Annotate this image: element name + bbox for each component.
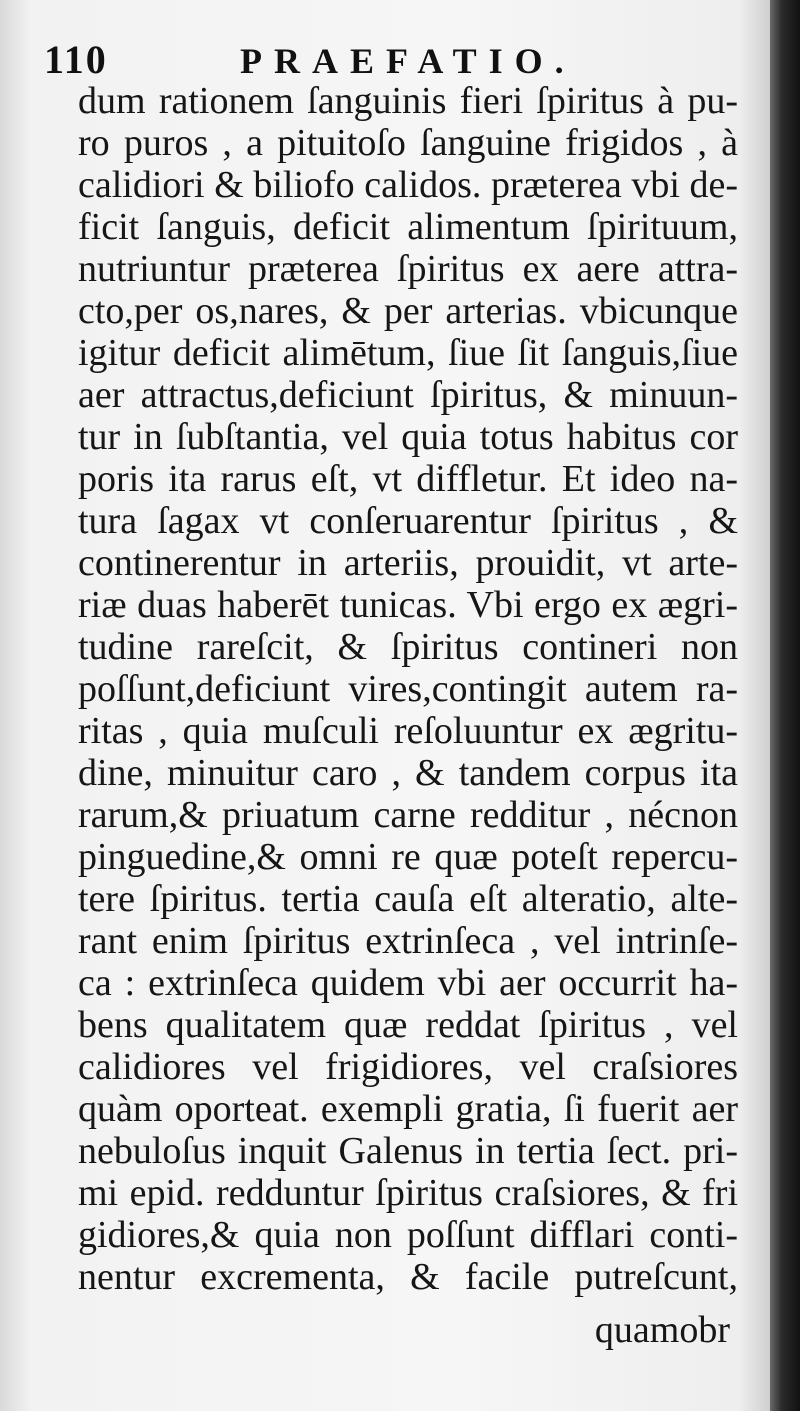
text-line: tur in ſubſtantia, vel quia totus habitus cor <box>78 416 738 458</box>
text-line: dum rationem ſanguinis fieri ſpiritus à pu- <box>78 80 738 122</box>
text-line: tura ſagax vt conſeruarentur ſpiritus , & <box>78 500 738 542</box>
page-edge-shadow <box>770 0 800 1411</box>
text-line: tere ſpiritus. tertia cauſa eſt alteratio, alte- <box>78 878 738 920</box>
text-line: tudine rareſcit, & ſpiritus contineri non <box>78 626 738 668</box>
text-line: bens qualitatem quæ reddat ſpiritus , vel <box>78 1004 738 1046</box>
text-line: gidiores,& quia non poſſunt difflari conti- <box>78 1214 738 1256</box>
text-line: quàm oporteat. exempli gratia, ſi fuerit aer <box>78 1088 738 1130</box>
text-line: aer attractus,deficiunt ſpiritus, & minuun- <box>78 374 738 416</box>
text-line: pinguedine,& omni re quæ poteſt repercu- <box>78 836 738 878</box>
text-line: calidiores vel frigidiores, vel craſsiores <box>78 1046 738 1088</box>
text-line: dine, minuitur caro , & tandem corpus ita <box>78 752 738 794</box>
text-line: calidiori & biliofo calidos. præterea vbi de- <box>78 164 738 206</box>
text-line: ro puros , a pituitoſo ſanguine frigidos , à <box>78 122 738 164</box>
text-line: nutriuntur præterea ſpiritus ex aere attra- <box>78 248 738 290</box>
text-line: continerentur in arteriis, prouidit, vt arte- <box>78 542 738 584</box>
text-line: ritas , quia muſculi reſoluuntur ex ægritu- <box>78 710 738 752</box>
text-line: poris ita rarus eſt, vt diffletur. Et ideo na- <box>78 458 738 500</box>
page-header <box>40 36 740 86</box>
catchword: quamobr <box>594 1309 730 1351</box>
text-line: mi epid. redduntur ſpiritus craſsiores, & fri <box>78 1172 738 1214</box>
text-line: nentur excrementa, & facile putreſcunt, <box>78 1256 738 1298</box>
text-line: igitur deficit alimētum, ſiue ſit ſanguis,ſiue <box>78 332 738 374</box>
text-line: ca : extrinſeca quidem vbi aer occurrit ha- <box>78 962 738 1004</box>
running-title: PRAEFATIO. <box>240 41 576 81</box>
page-number: 110 <box>44 37 108 82</box>
text-line: ficit ſanguis, deficit alimentum ſpirituum, <box>78 206 738 248</box>
text-block <box>78 80 738 1298</box>
text-line: rarum,& priuatum carne redditur , nécnon <box>78 794 738 836</box>
text-line: nebuloſus inquit Galenus in tertia ſect. pri- <box>78 1130 738 1172</box>
text-line: riæ duas haberēt tunicas. Vbi ergo ex ægri- <box>78 584 738 626</box>
text-line: cto,per os,nares, & per arterias. vbicunque <box>78 290 738 332</box>
text-line: rant enim ſpiritus extrinſeca , vel intrinſe- <box>78 920 738 962</box>
text-line: poſſunt,deficiunt vires,contingit autem ra- <box>78 668 738 710</box>
